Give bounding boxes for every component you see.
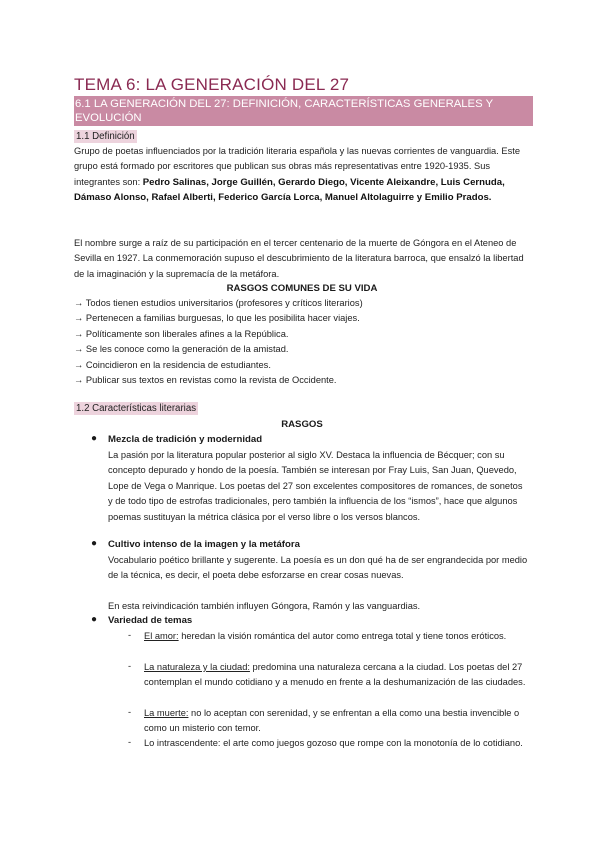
definition-text: Grupo de poetas influenciados por la tradición literaria española y las nuevas corrientes de vanguardia. Este grupo está formado por escritores que publican sus obras más representativas entre 1920-1935. Sus integrantes son: (74, 146, 521, 187)
sub-item (144, 706, 528, 737)
sub-item-text: predomina una naturaleza cercana a la ciudad. Los poetas del 27 contemplan el mundo cotidiano y a menudo en frente a la deshumanización de las ciudades. (144, 662, 526, 688)
bullet-body: Vocabulario poético brillante y sugerente. La poesía es un don qué ha de ser engrandecida por medio de la técnica, es decir, el poeta debe esforzarse en crear cosas nuevas. (108, 555, 528, 581)
sub-item-text: no lo aceptan con serenidad, y se enfrentan a ella como una bestia invencible o como un misterio con temor. (144, 708, 520, 734)
origin-paragraph: El nombre surge a raíz de su participación en el tercer centenario de la muerte de Góngora en el Ateneo de Sevilla en 1927. La conmemoración supuso el descubrimiento de la literatura barroca, que ensalzó la libertad de la imaginación y la supremacía de la metáfora. (74, 238, 524, 279)
dash-icon: - (128, 661, 132, 671)
subtitle-heading: 6.1 LA GENERACIÓN DEL 27: DEFINICIÓN, CARACTERÍSTICAS GENERALES Y EVOLUCIÓN (74, 96, 533, 126)
bullet-body-extra: En esta reivindicación también influyen Góngora, Ramón y las vanguardias. (108, 601, 421, 611)
bullet-icon: ● (91, 433, 98, 444)
section-heading-definicion: 1.1 Definición (76, 131, 135, 142)
dash-icon: - (128, 630, 132, 640)
rasgos-heading: RASGOS (281, 419, 323, 430)
sub-item (144, 736, 528, 751)
bullet-body: La pasión por la literatura popular posterior al siglo XV. Destaca la influencia de Bécquer; con su concepto depurado y hondo de la poesía. También se interesan por Fray Luis, San Juan, Quevedo, Lope de Vega o Manrique. Los poetas del 27 son excelentes compositores de romances, de sonetos y de todo tipo de estrofas tradicionales, pero también la influencia de los “ismos”, hace que algunos poemas sustituyan la métrica clásica por el verso libre o los versos blancos. (108, 450, 523, 522)
rasgo-item: → Todos tienen estudios universitarios (profesores y críticos literarios) (74, 298, 363, 308)
rasgos-vida-heading: RASGOS COMUNES DE SU VIDA (226, 283, 378, 294)
rasgo-item: → Pertenecen a familias burguesas, lo que les posibilita hacer viajes. (74, 313, 360, 323)
dash-icon: - (128, 707, 132, 717)
sub-item-label: La muerte: (144, 708, 189, 718)
members-list: Pedro Salinas, Jorge Guillén, Gerardo Diego, Vicente Aleixandre, Luis Cernuda, Dámaso Alonso, Rafael Alberti, Federico García Lorca, Manuel Altolaguirre y Emilio Prados. (74, 176, 505, 204)
rasgo-item: → Coincidieron en la residencia de estudiantes. (74, 360, 271, 370)
bullet-title: Cultivo intenso de la imagen y la metáfora (108, 539, 300, 550)
bullet-title: Mezcla de tradición y modernidad (108, 434, 263, 445)
section-heading-caracteristicas: 1.2 Características literarias (76, 403, 197, 414)
sub-item-label: La naturaleza y la ciudad: (144, 662, 250, 672)
sub-item-label: El amor: (144, 631, 179, 641)
bullet-title: Variedad de temas (108, 615, 193, 626)
bullet-icon: ● (91, 614, 98, 625)
bullet-icon: ● (91, 538, 98, 549)
rasgo-item: → Políticamente son liberales afines a la República. (74, 329, 289, 339)
sub-item-text: heredan la visión romántica del autor como entrega total y tiene tonos eróticos. (178, 631, 507, 641)
sub-item (144, 629, 528, 644)
dash-icon: - (128, 737, 132, 747)
rasgo-item: → Publicar sus textos en revistas como la revista de Occidente. (74, 375, 337, 385)
sub-item (144, 660, 528, 691)
page-title: TEMA 6: LA GENERACIÓN DEL 27 (74, 75, 350, 94)
sub-item-text: Lo intrascendente: el arte como juegos gozoso que rompe con la monotonía de lo cotidiano. (144, 738, 523, 748)
rasgo-item: → Se les conoce como la generación de la amistad. (74, 344, 289, 354)
definition-paragraph (74, 144, 530, 206)
